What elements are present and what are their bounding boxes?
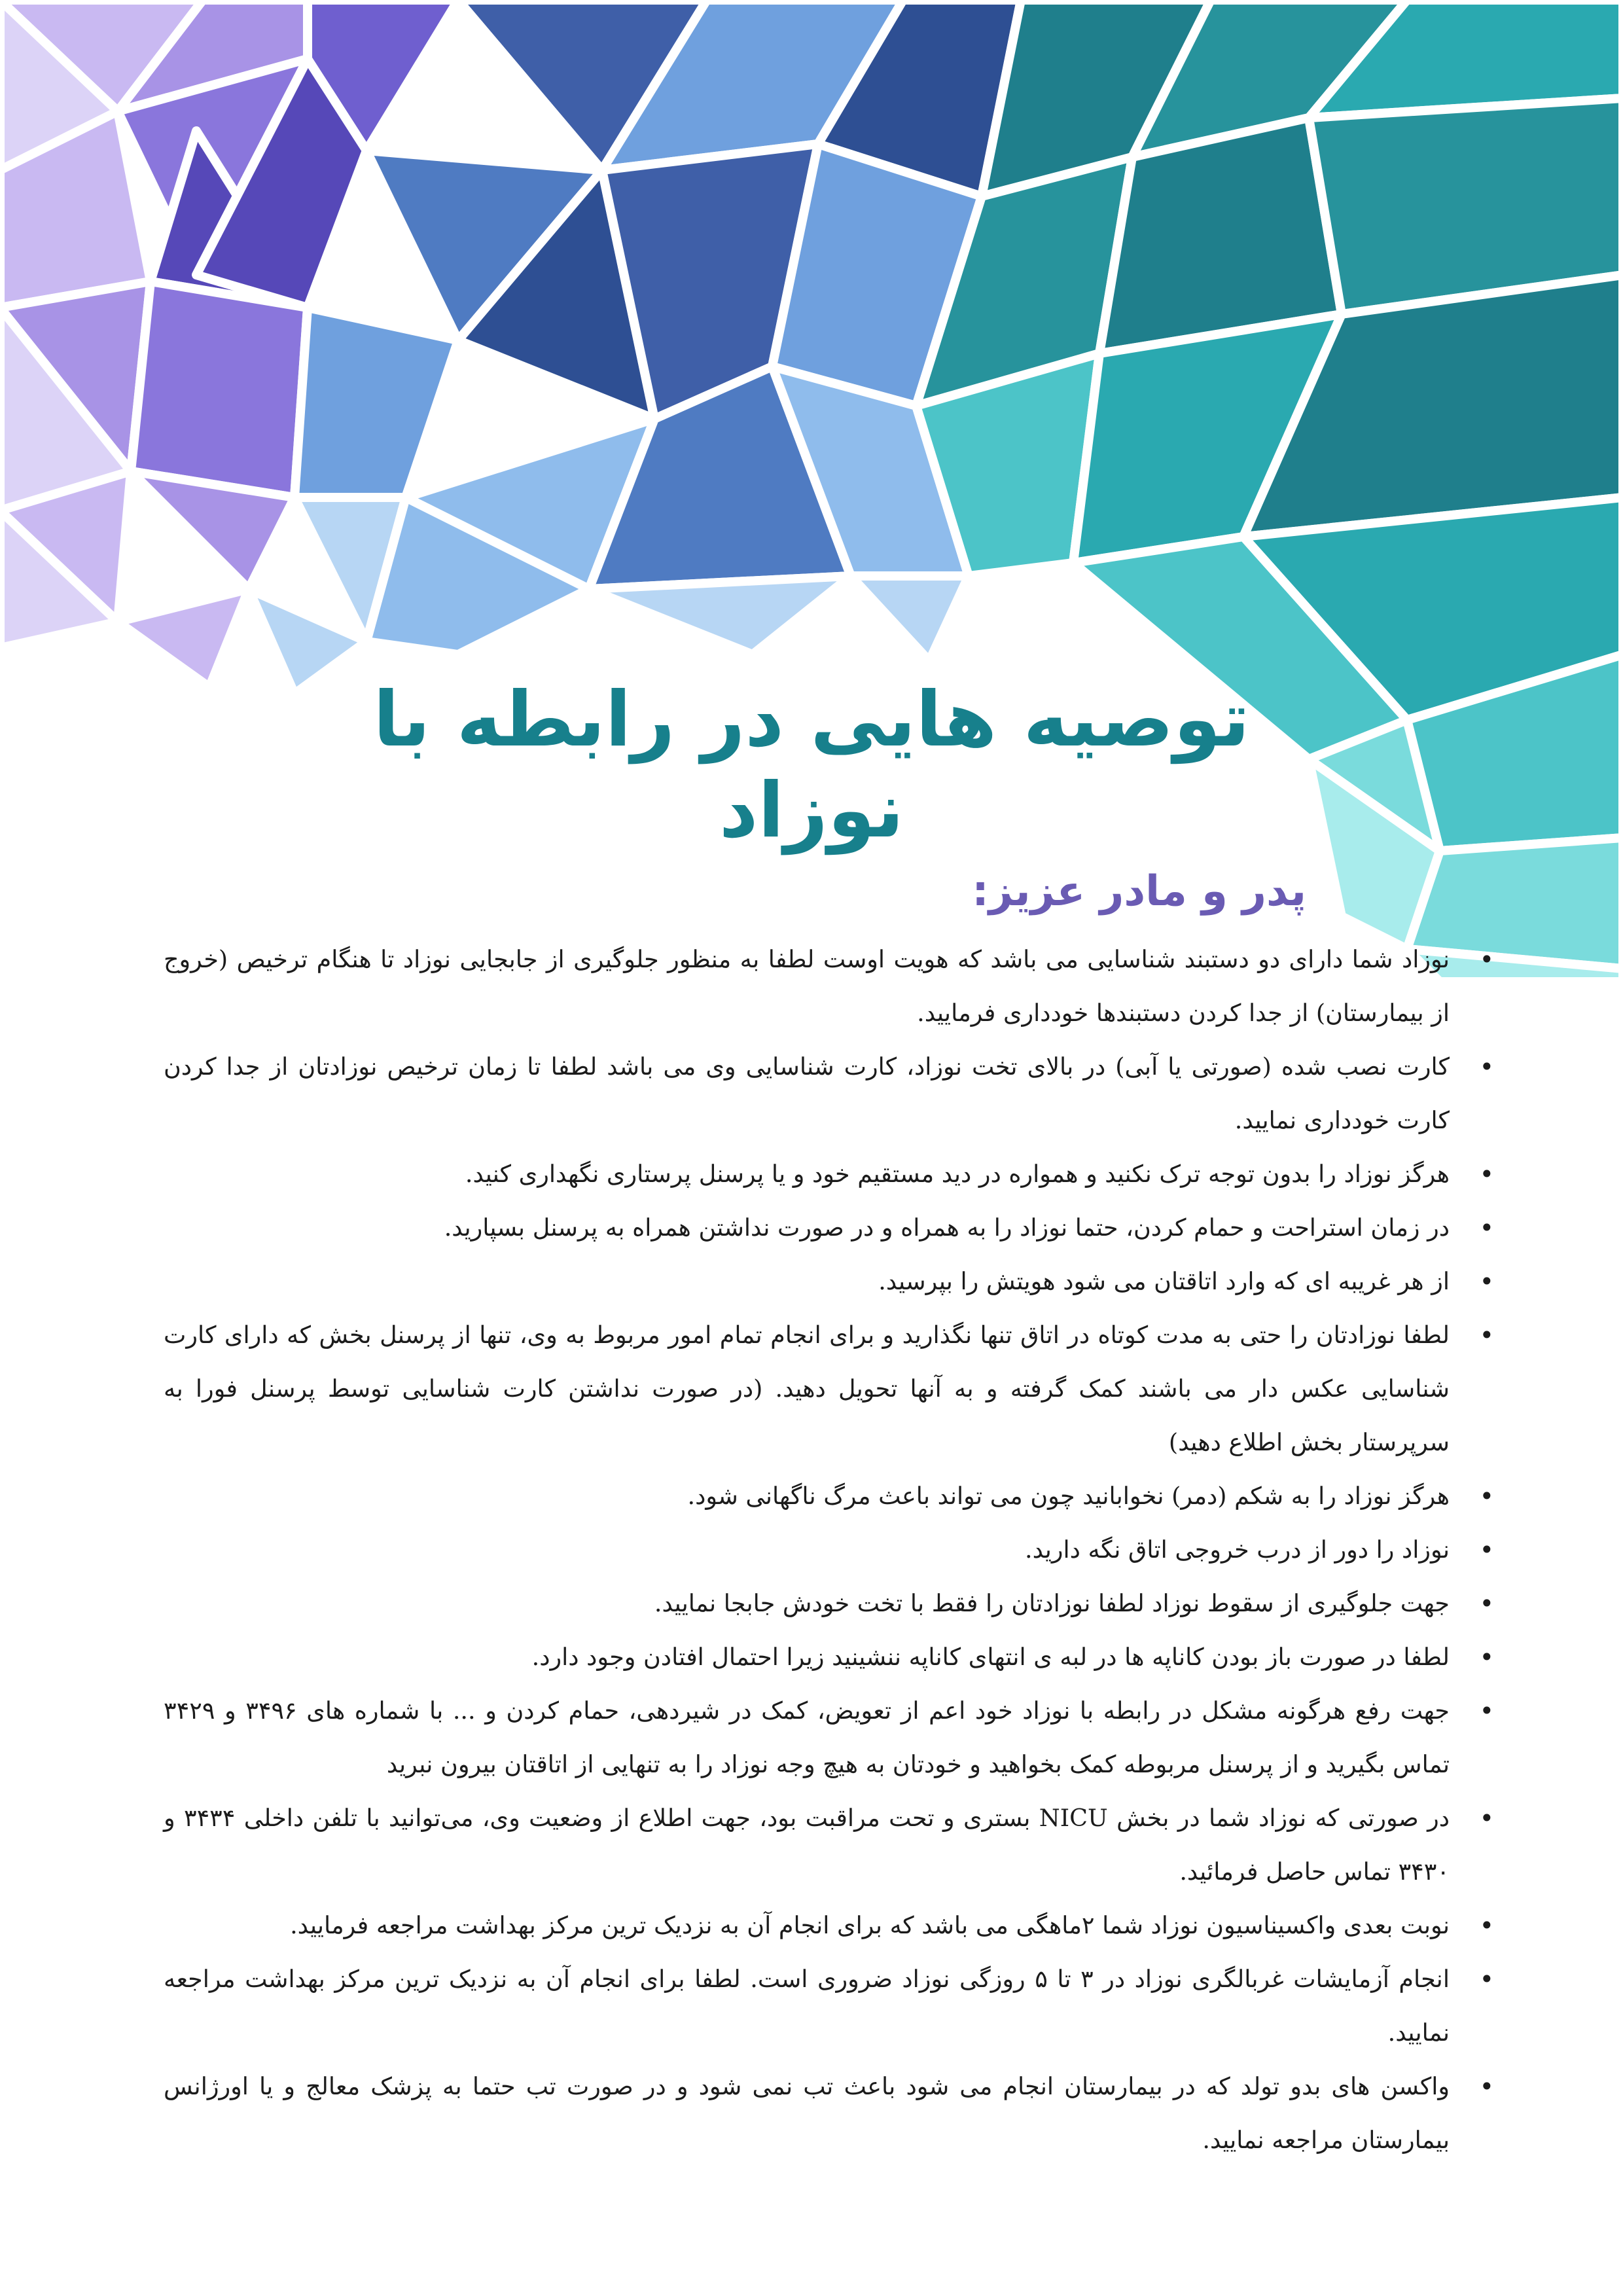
list-item [164,1684,1502,1791]
bullet-icon: • [1479,1804,1494,1833]
bullet-icon: • [1479,1267,1494,1296]
list-item [164,933,1502,1040]
list-item-text: لطفا نوزادتان را حتی به مدت کوتاه در اتاق تنها نگذارید و برای انجام تمام امور مربوط به وی، تنها از پرسنل بخش که دارای کارت شناسایی عکس دار می باشند کمک گرفته و به آنها تحویل دهید. (در صورت نداشتن کارت شناسایی توسط پرسنل فورا به سرپرستار بخش اطلاع دهید) [164,1321,1450,1456]
bullet-icon: • [1479,1482,1494,1511]
decorative-shard [131,281,308,497]
list-item-text: نوبت بعدی واکسیناسیون نوزاد شما ۲ماهگی می باشد که برای انجام آن به نزدیک ترین مرکز بهداشت مراجعه فرمایید. [290,1911,1450,1939]
recommendations-list [164,933,1502,2167]
decorative-shard [589,576,851,655]
bullet-icon: • [1479,1643,1494,1672]
bullet-icon: • [1479,1052,1494,1081]
list-item-text: جهت جلوگیری از سقوط نوزاد لطفا نوزادتان را فقط با تخت خودش جابجا نمایید. [654,1589,1450,1617]
bullet-icon: • [1479,1965,1494,1994]
list-item [164,2060,1502,2167]
list-item [164,1201,1502,1255]
bullet-icon: • [1479,1589,1494,1618]
decorative-shard [131,471,294,589]
greeting-subheading: پدر و مادر عزیز: [972,867,1306,916]
list-item-text: نوزاد را دور از درب خروجی اتاق نگه دارید. [1024,1535,1450,1564]
decorative-shard [294,308,458,497]
bullet-icon: • [1479,1213,1494,1242]
list-item-text: هرگز نوزاد را به شکم (دمر) نخوابانید چون می تواند باعث مرگ ناگهانی شود. [687,1482,1450,1510]
bullet-icon: • [1479,1911,1494,1940]
list-item [164,1308,1502,1469]
list-item-text: انجام آزمایشات غربالگری نوزاد در ۳ تا ۵ روزگی نوزاد ضروری است. لطفا برای انجام آن به نزدیک ترین مرکز بهداشت مراجعه نمایید. [164,1965,1450,2047]
list-item-text: در زمان استراحت و حمام کردن، حتما نوزاد را به همراه و در صورت نداشتن همراه به پرسنل بسپارید. [444,1213,1450,1242]
list-item [164,1040,1502,1147]
list-item-text: جهت رفع هرگونه مشکل در رابطه با نوزاد خود اعم از تعویض، کمک در شیردهی، حمام کردن و ... با شماره های ۳۴۹۶ و ۳۴۲۹ تماس بگیرید و از پرسنل مربوطه کمک بخواهید و خودتان به هیچ وجه نوزاد را به تنهایی از اتاقتان بیرون نبرید [164,1696,1450,1778]
list-item-text: در صورتی که نوزاد شما در بخش NICU بستری و تحت مراقبت بود، جهت اطلاع از وضعیت وی، می‌توانید با تلفن داخلی ۳۴۳۴ و ۳۴۳۰ تماس حاصل فرمائید. [164,1804,1450,1886]
page-title: توصیه هایی در رابطه با نوزاد [373,675,1250,855]
list-item [164,1952,1502,2060]
bullet-icon: • [1479,1321,1494,1350]
list-item-text: از هر غریبه ای که وارد اتاقتان می شود هویتش را بپرسید. [878,1267,1450,1295]
list-item [164,1630,1502,1684]
list-item-text: کارت نصب شده (صورتی یا آبی) در بالای تخت نوزاد، کارت شناسایی وی می باشد لطفا تا زمان ترخیص نوزادتان از جدا کردن کارت خودداری نمایید. [164,1052,1450,1134]
list-item [164,1523,1502,1577]
decorative-shard [118,589,249,687]
list-item [164,1899,1502,1952]
list-item-text: واکسن های بدو تولد که در بیمارستان انجام می شود باعث تب نمی شود و در صورت تب حتما به پزشک معالج و یا اورژانس بیمارستان مراجعه نمایید. [164,2072,1450,2154]
list-item-text: لطفا در صورت باز بودن کاناپه ها در لبه ی انتهای کاناپه ننشینید زیرا احتمال افتادن وجود دارد. [531,1643,1450,1671]
bullet-icon: • [1479,1160,1494,1189]
bullet-icon: • [1479,1535,1494,1564]
list-item [164,1577,1502,1630]
bullet-icon: • [1479,1696,1494,1725]
list-item [164,1255,1502,1308]
bullet-icon: • [1479,2072,1494,2101]
list-item [164,1147,1502,1201]
list-item [164,1791,1502,1899]
list-item-text: هرگز نوزاد را بدون توجه ترک نکنید و همواره در دید مستقیم خود و یا پرسنل پرستاری نگهداری کنید. [465,1160,1450,1188]
list-item [164,1469,1502,1523]
bullet-icon: • [1479,945,1494,974]
list-item-text: نوزاد شما دارای دو دستبند شناسایی می باشد که هویت اوست لطفا به منظور جلوگیری از جابجایی نوزاد تا هنگام ترخیص (خروج از بیمارستان) از جدا کردن دستبندها خودداری فرمایید. [164,945,1450,1027]
decorative-shard [851,576,969,661]
